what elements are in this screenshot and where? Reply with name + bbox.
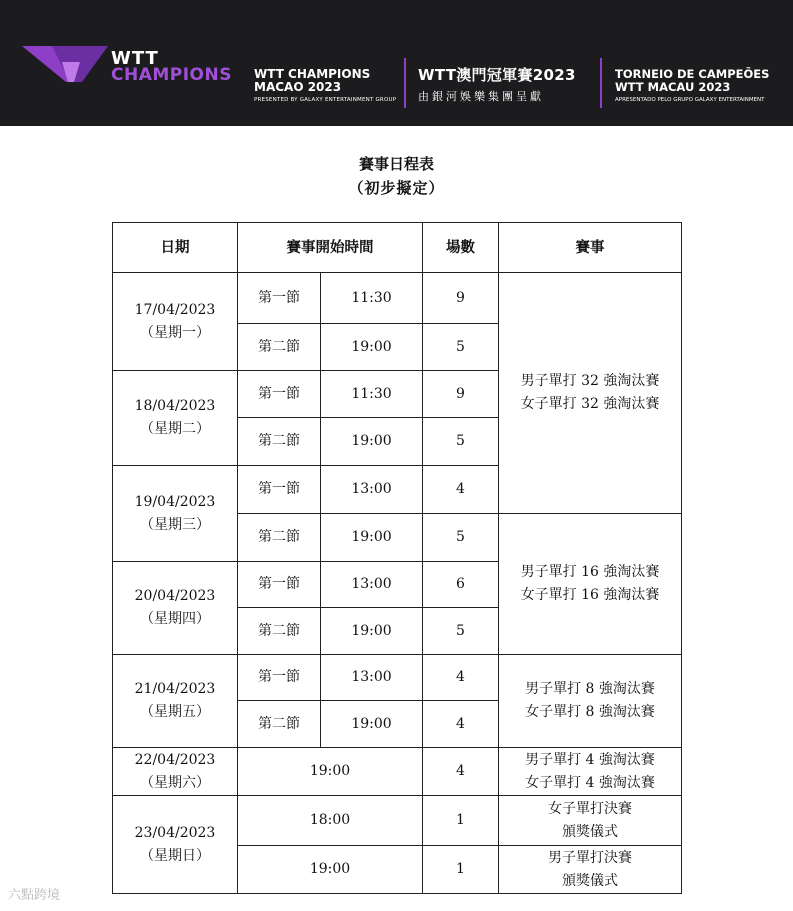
- event-line: 女子單打決賽: [548, 800, 632, 817]
- event-line: 女子單打 16 強淘汰賽: [520, 587, 660, 603]
- session-cell: 第一節: [238, 562, 321, 608]
- matches-cell: 4: [423, 466, 499, 514]
- event-cell: [499, 273, 682, 514]
- weekday: （星期五）: [140, 704, 210, 720]
- time-cell: 19:00: [238, 748, 423, 796]
- matches-cell: 5: [423, 324, 499, 371]
- brand-wordmark: [111, 50, 232, 84]
- table-row: [113, 748, 682, 796]
- session-cell: 第一節: [238, 273, 321, 324]
- time-cell: 19:00: [238, 846, 423, 894]
- chinese-presented: 由銀河娛樂集團呈獻: [418, 90, 544, 103]
- english-title-line1: WTT CHAMPIONS: [254, 67, 371, 81]
- chinese-title-block: [418, 66, 576, 104]
- session-cell: 第二節: [238, 324, 321, 371]
- date: 19/04/2023: [134, 493, 216, 510]
- table-row: [113, 796, 682, 846]
- date: 21/04/2023: [134, 681, 216, 697]
- event-line: 女子單打 8 強淘汰賽: [525, 704, 655, 720]
- portuguese-title-line1: TORNEIO DE CAMPEÕES: [615, 67, 770, 81]
- header-date: 日期: [113, 223, 238, 273]
- event-line: 男子單打 16 強淘汰賽: [520, 564, 660, 580]
- time-cell: 19:00: [321, 324, 423, 371]
- session-cell: 第一節: [238, 371, 321, 418]
- session-cell: 第二節: [238, 418, 321, 466]
- table-row: [113, 273, 682, 324]
- date-cell: [113, 796, 238, 894]
- header-matches: 場數: [423, 223, 499, 273]
- banner-divider: [404, 58, 406, 108]
- event-line: 男子單打決賽: [548, 849, 632, 866]
- portuguese-title-block: [615, 68, 769, 103]
- event-line: 頒獎儀式: [562, 823, 618, 840]
- matches-cell: 4: [423, 701, 499, 748]
- date-cell: [113, 371, 238, 466]
- weekday: （星期六）: [140, 774, 210, 791]
- matches-cell: 1: [423, 846, 499, 894]
- time-cell: 13:00: [321, 655, 423, 701]
- session-cell: 第一節: [238, 655, 321, 701]
- event-cell: [499, 846, 682, 894]
- banner-divider: [600, 58, 602, 108]
- wtt-logo-icon: [22, 42, 108, 86]
- date: 20/04/2023: [134, 588, 216, 604]
- date-cell: [113, 748, 238, 796]
- weekday: （星期二）: [140, 421, 210, 437]
- matches-cell: 5: [423, 418, 499, 466]
- matches-cell: 9: [423, 273, 499, 324]
- weekday: （星期一）: [140, 324, 210, 341]
- event-line: 男子單打 32 強淘汰賽: [520, 373, 660, 389]
- matches-cell: 4: [423, 748, 499, 796]
- time-cell: 13:00: [321, 562, 423, 608]
- english-title-block: [254, 68, 396, 103]
- document-subtitle: （初步擬定）: [348, 179, 445, 197]
- time-cell: 11:30: [321, 371, 423, 418]
- header-events: 賽事: [499, 223, 682, 273]
- event-line: 頒獎儀式: [562, 872, 618, 889]
- date-cell: [113, 562, 238, 655]
- time-cell: 19:00: [321, 608, 423, 655]
- portuguese-presented: APRESENTADO PELO GRUPO GALAXY ENTERTAINMENT: [615, 97, 765, 103]
- brand-wtt: WTT: [111, 48, 159, 69]
- date-cell: [113, 273, 238, 371]
- session-cell: 第二節: [238, 701, 321, 748]
- watermark: 六點跨境: [8, 888, 61, 903]
- header-start-time: 賽事開始時間: [238, 223, 423, 273]
- matches-cell: 5: [423, 608, 499, 655]
- chinese-title: WTT澳門冠軍賽2023: [418, 66, 576, 84]
- event-cell: [499, 748, 682, 796]
- time-cell: 13:00: [321, 466, 423, 514]
- event-line: 女子單打 4 強淘汰賽: [525, 774, 655, 791]
- matches-cell: 5: [423, 514, 499, 562]
- time-cell: 19:00: [321, 701, 423, 748]
- date: 23/04/2023: [134, 824, 216, 841]
- session-cell: 第二節: [238, 608, 321, 655]
- event-cell: [499, 655, 682, 748]
- weekday: （星期三）: [140, 516, 210, 533]
- document-title: 賽事日程表: [358, 155, 434, 173]
- event-line: 男子單打 4 強淘汰賽: [525, 751, 655, 768]
- time-cell: 19:00: [321, 418, 423, 466]
- date: 17/04/2023: [134, 301, 216, 318]
- date-cell: [113, 466, 238, 562]
- date-cell: [113, 655, 238, 748]
- english-title-line2: MACAO 2023: [254, 80, 342, 94]
- matches-cell: 9: [423, 371, 499, 418]
- portuguese-title-line2: WTT MACAU 2023: [615, 80, 731, 94]
- matches-cell: 6: [423, 562, 499, 608]
- session-cell: 第一節: [238, 466, 321, 514]
- weekday: （星期四）: [140, 611, 210, 627]
- date: 18/04/2023: [134, 398, 216, 414]
- time-cell: 19:00: [321, 514, 423, 562]
- time-cell: 11:30: [321, 273, 423, 324]
- matches-cell: 4: [423, 655, 499, 701]
- table-row: [113, 655, 682, 701]
- event-cell: [499, 796, 682, 846]
- date: 22/04/2023: [134, 751, 216, 768]
- event-line: 男子單打 8 強淘汰賽: [525, 681, 655, 697]
- schedule-table: [112, 222, 682, 894]
- english-presented: PRESENTED BY GALAXY ENTERTAINMENT GROUP: [254, 97, 397, 103]
- matches-cell: 1: [423, 796, 499, 846]
- session-cell: 第二節: [238, 514, 321, 562]
- time-cell: 18:00: [238, 796, 423, 846]
- event-cell: [499, 514, 682, 655]
- table-header-row: [113, 223, 682, 273]
- brand-champions: CHAMPIONS: [111, 65, 232, 85]
- weekday: （星期日）: [140, 847, 210, 864]
- event-line: 女子單打 32 強淘汰賽: [520, 396, 660, 412]
- header-banner: [0, 0, 793, 126]
